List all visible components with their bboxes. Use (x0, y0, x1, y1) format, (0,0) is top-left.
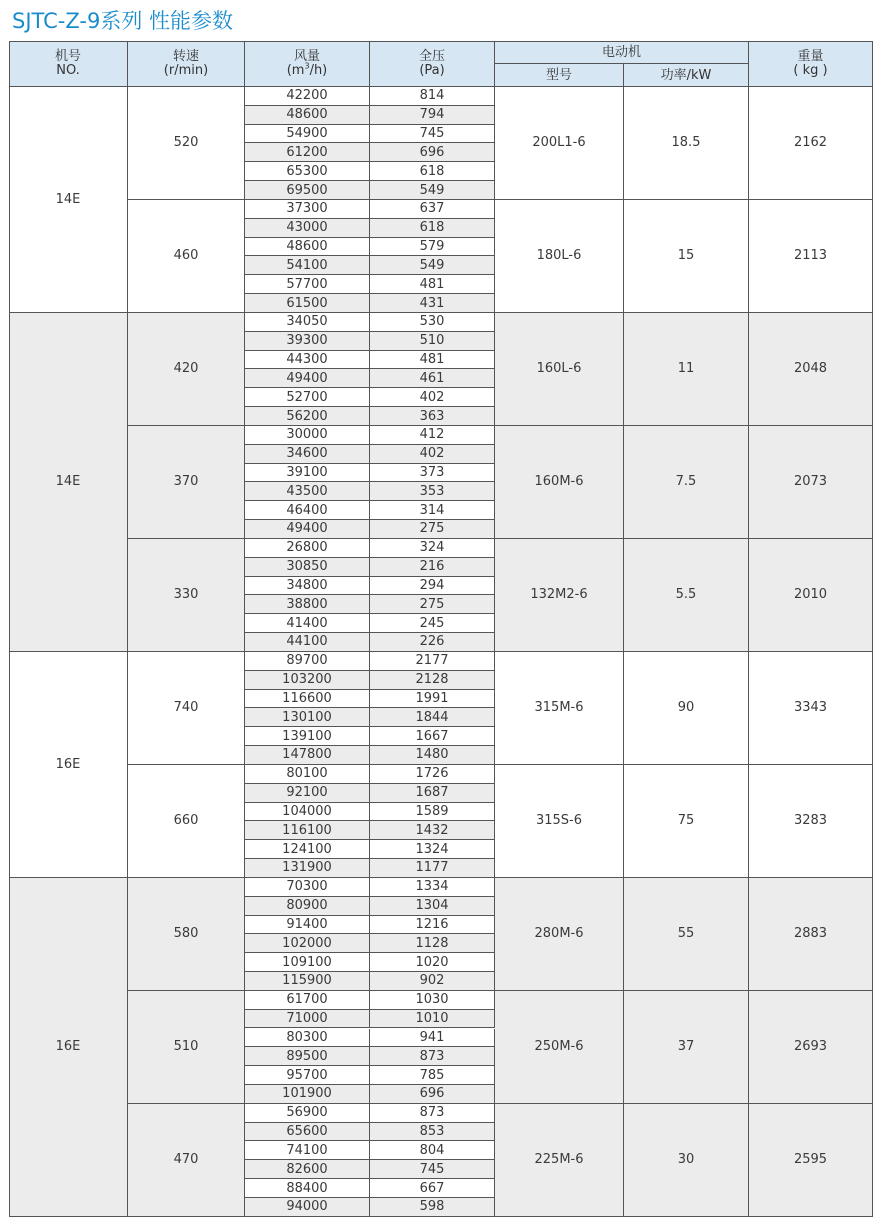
airflow-cell: 34800 (245, 577, 370, 596)
pressure-cell: 1030 (370, 991, 495, 1010)
speed-cell: 520 (128, 87, 245, 200)
motor-model-cell: 280M-6 (495, 878, 624, 991)
airflow-cell: 44100 (245, 633, 370, 652)
airflow-cell: 61200 (245, 143, 370, 162)
pressure-cell: 324 (370, 539, 495, 558)
pressure-cell: 873 (370, 1047, 495, 1066)
pressure-cell: 785 (370, 1066, 495, 1085)
pressure-cell: 402 (370, 388, 495, 407)
motor-model-cell: 132M2-6 (495, 539, 624, 652)
airflow-cell: 43500 (245, 482, 370, 501)
pressure-cell: 696 (370, 1085, 495, 1104)
pressure-cell: 794 (370, 106, 495, 125)
weight-cell: 2113 (749, 200, 873, 313)
motor-model-cell: 315S-6 (495, 765, 624, 878)
header-airflow-cn: 风量 (293, 48, 320, 64)
pressure-cell: 1177 (370, 859, 495, 878)
pressure-cell: 1589 (370, 803, 495, 822)
airflow-cell: 91400 (245, 916, 370, 935)
pressure-cell: 667 (370, 1179, 495, 1198)
pressure-cell: 853 (370, 1123, 495, 1142)
airflow-cell: 39100 (245, 464, 370, 483)
airflow-cell: 52700 (245, 388, 370, 407)
header-motor: 电动机 (495, 41, 749, 64)
airflow-cell: 34050 (245, 313, 370, 332)
weight-cell: 2010 (749, 539, 873, 652)
pressure-cell: 461 (370, 369, 495, 388)
pressure-cell: 216 (370, 558, 495, 577)
airflow-cell: 131900 (245, 859, 370, 878)
airflow-cell: 74100 (245, 1141, 370, 1160)
airflow-cell: 39300 (245, 332, 370, 351)
pressure-cell: 1726 (370, 765, 495, 784)
pressure-cell: 745 (370, 125, 495, 144)
airflow-cell: 37300 (245, 200, 370, 219)
airflow-cell: 57700 (245, 275, 370, 294)
speed-cell: 510 (128, 991, 245, 1104)
motor-model-cell: 160M-6 (495, 426, 624, 539)
airflow-cell: 80900 (245, 897, 370, 916)
airflow-cell: 43000 (245, 219, 370, 238)
airflow-cell: 26800 (245, 539, 370, 558)
pressure-cell: 902 (370, 972, 495, 991)
pressure-cell: 637 (370, 200, 495, 219)
airflow-cell: 30000 (245, 426, 370, 445)
airflow-cell: 82600 (245, 1160, 370, 1179)
airflow-cell: 94000 (245, 1198, 370, 1217)
weight-cell: 2162 (749, 87, 873, 200)
motor-model-cell: 315M-6 (495, 652, 624, 765)
airflow-cell: 48600 (245, 238, 370, 257)
pressure-cell: 226 (370, 633, 495, 652)
machine-no-cell: 16E (9, 878, 128, 1217)
pressure-cell: 363 (370, 407, 495, 426)
airflow-cell: 49400 (245, 369, 370, 388)
motor-model-cell: 225M-6 (495, 1104, 624, 1217)
airflow-cell: 42200 (245, 87, 370, 106)
pressure-cell: 294 (370, 577, 495, 596)
header-pressure (370, 41, 495, 87)
pressure-cell: 275 (370, 595, 495, 614)
airflow-cell: 46400 (245, 501, 370, 520)
airflow-cell: 65300 (245, 162, 370, 181)
header-model-no-en: NO. (56, 62, 80, 78)
motor-power-cell: 90 (624, 652, 749, 765)
pressure-cell: 373 (370, 464, 495, 483)
pressure-cell: 696 (370, 143, 495, 162)
airflow-cell: 38800 (245, 595, 370, 614)
motor-model-cell: 200L1-6 (495, 87, 624, 200)
weight-cell: 2693 (749, 991, 873, 1104)
pressure-cell: 1128 (370, 934, 495, 953)
speed-cell: 470 (128, 1104, 245, 1217)
airflow-cell: 88400 (245, 1179, 370, 1198)
pressure-cell: 412 (370, 426, 495, 445)
airflow-cell: 124100 (245, 840, 370, 859)
motor-model-cell: 180L-6 (495, 200, 624, 313)
header-model-no (9, 41, 128, 87)
airflow-cell: 71000 (245, 1010, 370, 1029)
motor-power-cell: 7.5 (624, 426, 749, 539)
airflow-cell: 130100 (245, 708, 370, 727)
airflow-cell: 65600 (245, 1123, 370, 1142)
speed-cell: 330 (128, 539, 245, 652)
pressure-cell: 1687 (370, 784, 495, 803)
airflow-cell: 103200 (245, 671, 370, 690)
performance-table (9, 41, 873, 1217)
weight-cell: 2048 (749, 313, 873, 426)
header-airflow (245, 41, 370, 87)
airflow-cell: 54100 (245, 256, 370, 275)
motor-power-cell: 18.5 (624, 87, 749, 200)
airflow-cell: 61500 (245, 294, 370, 313)
machine-no-cell: 14E (9, 313, 128, 652)
weight-cell: 3283 (749, 765, 873, 878)
airflow-cell: 95700 (245, 1066, 370, 1085)
airflow-cell: 115900 (245, 972, 370, 991)
header-weight-cn: 重量 (797, 48, 824, 64)
pressure-cell: 745 (370, 1160, 495, 1179)
machine-no-cell: 16E (9, 652, 128, 878)
pressure-cell: 618 (370, 219, 495, 238)
pressure-cell: 1020 (370, 953, 495, 972)
airflow-cell: 139100 (245, 727, 370, 746)
pressure-cell: 510 (370, 332, 495, 351)
speed-cell: 370 (128, 426, 245, 539)
pressure-cell: 2177 (370, 652, 495, 671)
pressure-cell: 1667 (370, 727, 495, 746)
header-speed (128, 41, 245, 87)
page-title: SJTC-Z-9系列 性能参数 (12, 9, 233, 33)
motor-power-cell: 55 (624, 878, 749, 991)
pressure-cell: 549 (370, 181, 495, 200)
weight-cell: 2595 (749, 1104, 873, 1217)
speed-cell: 660 (128, 765, 245, 878)
pressure-cell: 530 (370, 313, 495, 332)
pressure-cell: 804 (370, 1141, 495, 1160)
pressure-cell: 1010 (370, 1010, 495, 1029)
weight-cell: 3343 (749, 652, 873, 765)
header-airflow-unit: $(m^3/h)$ (286, 61, 328, 78)
pressure-cell: 618 (370, 162, 495, 181)
pressure-cell: 481 (370, 351, 495, 370)
pressure-cell: 1844 (370, 708, 495, 727)
motor-power-cell: 75 (624, 765, 749, 878)
pressure-cell: 275 (370, 520, 495, 539)
motor-power-cell: 11 (624, 313, 749, 426)
pressure-cell: 2128 (370, 671, 495, 690)
motor-power-cell: 5.5 (624, 539, 749, 652)
pressure-cell: 402 (370, 445, 495, 464)
airflow-cell: 109100 (245, 953, 370, 972)
header-pressure-unit: (Pa) (419, 62, 445, 78)
airflow-cell: 69500 (245, 181, 370, 200)
pressure-cell: 431 (370, 294, 495, 313)
pressure-cell: 814 (370, 87, 495, 106)
header-speed-cn: 转速 (172, 48, 199, 64)
airflow-cell: 80300 (245, 1029, 370, 1048)
pressure-cell: 579 (370, 238, 495, 257)
pressure-cell: 314 (370, 501, 495, 520)
airflow-cell: 116600 (245, 690, 370, 709)
header-weight-unit: ( kg ) (793, 62, 828, 78)
airflow-cell: 147800 (245, 746, 370, 765)
airflow-cell: 89500 (245, 1047, 370, 1066)
airflow-cell: 104000 (245, 803, 370, 822)
pressure-cell: 873 (370, 1104, 495, 1123)
pressure-cell: 1991 (370, 690, 495, 709)
speed-cell: 420 (128, 313, 245, 426)
header-motor-power: 功率/kW (624, 64, 749, 87)
airflow-cell: 56200 (245, 407, 370, 426)
airflow-cell: 54900 (245, 125, 370, 144)
machine-no-cell: 14E (9, 87, 128, 313)
airflow-cell: 48600 (245, 106, 370, 125)
airflow-cell: 101900 (245, 1085, 370, 1104)
pressure-cell: 1324 (370, 840, 495, 859)
airflow-cell: 30850 (245, 558, 370, 577)
header-motor-model: 型号 (495, 64, 624, 87)
motor-model-cell: 250M-6 (495, 991, 624, 1104)
pressure-cell: 549 (370, 256, 495, 275)
airflow-cell: 80100 (245, 765, 370, 784)
speed-cell: 580 (128, 878, 245, 991)
airflow-cell: 89700 (245, 652, 370, 671)
airflow-cell: 41400 (245, 614, 370, 633)
header-weight (749, 41, 873, 87)
header-model-no-cn: 机号 (54, 48, 81, 64)
weight-cell: 2073 (749, 426, 873, 539)
header-speed-unit: (r/min) (163, 62, 209, 78)
motor-power-cell: 15 (624, 200, 749, 313)
airflow-cell: 44300 (245, 351, 370, 370)
pressure-cell: 353 (370, 482, 495, 501)
speed-cell: 460 (128, 200, 245, 313)
motor-power-cell: 30 (624, 1104, 749, 1217)
airflow-cell: 116100 (245, 821, 370, 840)
airflow-cell: 70300 (245, 878, 370, 897)
weight-cell: 2883 (749, 878, 873, 991)
pressure-cell: 1480 (370, 746, 495, 765)
pressure-cell: 1216 (370, 916, 495, 935)
pressure-cell: 941 (370, 1029, 495, 1048)
pressure-cell: 481 (370, 275, 495, 294)
pressure-cell: 1304 (370, 897, 495, 916)
airflow-cell: 92100 (245, 784, 370, 803)
pressure-cell: 245 (370, 614, 495, 633)
motor-model-cell: 160L-6 (495, 313, 624, 426)
airflow-cell: 56900 (245, 1104, 370, 1123)
header-pressure-cn: 全压 (418, 48, 445, 64)
speed-cell: 740 (128, 652, 245, 765)
pressure-cell: 598 (370, 1198, 495, 1217)
airflow-cell: 34600 (245, 445, 370, 464)
airflow-cell: 61700 (245, 991, 370, 1010)
motor-power-cell: 37 (624, 991, 749, 1104)
airflow-cell: 49400 (245, 520, 370, 539)
airflow-cell: 102000 (245, 934, 370, 953)
pressure-cell: 1432 (370, 821, 495, 840)
pressure-cell: 1334 (370, 878, 495, 897)
